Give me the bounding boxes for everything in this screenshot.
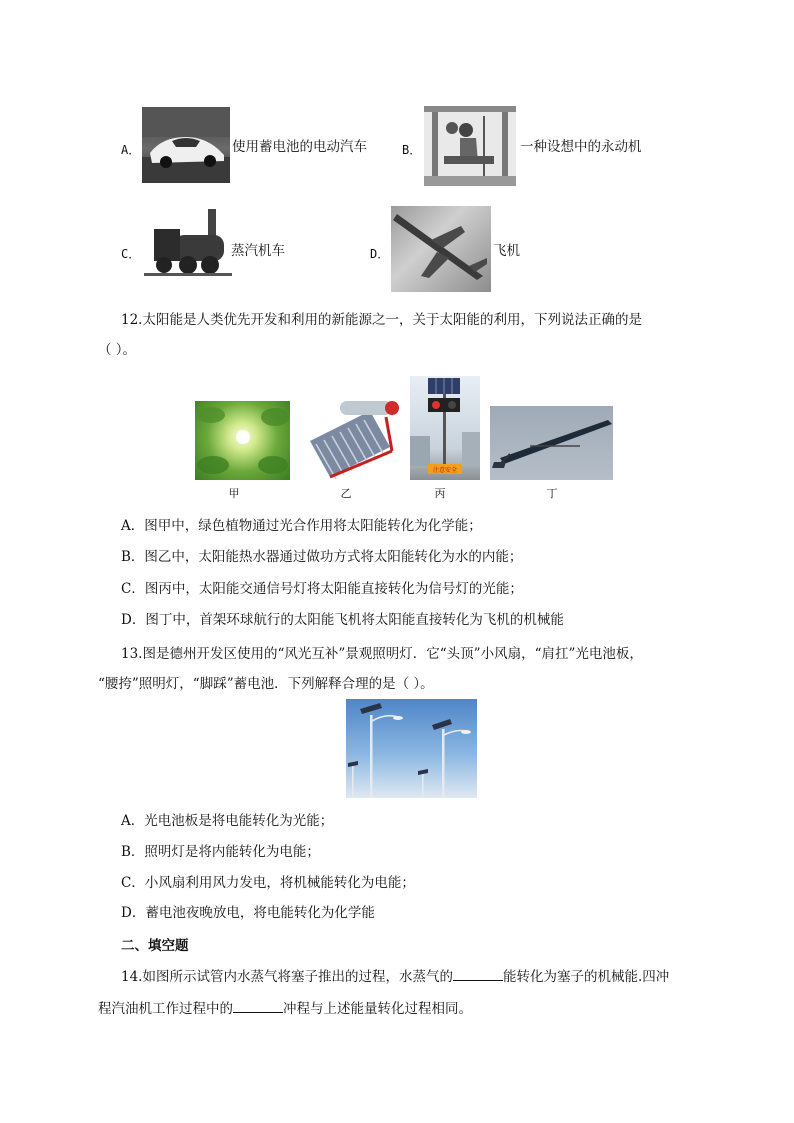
- airplane-image: [391, 206, 491, 292]
- caption-jia: 甲: [228, 487, 240, 500]
- option-letter-d: D．: [370, 247, 390, 261]
- electric-car-image: [142, 107, 230, 183]
- steam-locomotive-image: [144, 207, 232, 279]
- q14-part1: 14.如图所示试管内水蒸气将塞子推出的过程，水蒸气的: [121, 969, 453, 985]
- option-letter-b: B．: [402, 143, 422, 157]
- q13-option-c: C．小风扇利用风力发电，将机械能转化为电能；: [121, 875, 415, 891]
- green-plant-image: [195, 401, 290, 480]
- q14-part4: 冲程与上述能量转化过程相同。: [283, 1001, 472, 1017]
- solar-airplane-image: [490, 406, 613, 480]
- caption-yi: 乙: [340, 487, 352, 500]
- question-13-stem-line2: “腰挎”照明灯，“脚踩”蓄电池．下列解释合理的是（ ）。: [98, 676, 434, 692]
- option-text-c: 蒸汽机车: [231, 243, 285, 259]
- option-text-d: 飞机: [493, 243, 520, 259]
- caption-ding: 丁: [546, 487, 558, 500]
- question-12-stem-line1: 12.太阳能是人类优先开发和利用的新能源之一，关于太阳能的利用，下列说法正确的是: [121, 312, 642, 328]
- q12-option-a: A．图甲中，绿色植物通过光合作用将太阳能转化为化学能；: [121, 518, 482, 534]
- option-letter-a: A．: [121, 143, 141, 157]
- option-text-a: 使用蓄电池的电动汽车: [232, 139, 367, 155]
- q13-option-d: D．蓄电池夜晚放电，将电能转化为化学能: [121, 905, 375, 921]
- q13-option-a: A．光电池板是将电能转化为光能；: [121, 813, 334, 829]
- question-13-stem-line1: 13.图是德州开发区使用的“风光互补”景观照明灯．它“头顶”小风扇，“肩扛”光电池板，: [121, 646, 643, 662]
- question-12-stem-line2: （ ）。: [98, 342, 137, 358]
- q13-option-b: B．照明灯是将内能转化为电能；: [121, 844, 320, 860]
- question-14-line2: [98, 998, 472, 1018]
- q12-option-b: B．图乙中，太阳能热水器通过做功方式将太阳能转化为水的内能；: [121, 549, 523, 565]
- solar-traffic-light-image: [410, 376, 480, 480]
- q14-part3: 程汽油机工作过程中的: [98, 1001, 233, 1017]
- answer-blank-1[interactable]: [453, 966, 503, 981]
- caption-bing: 丙: [434, 487, 446, 500]
- answer-blank-2[interactable]: [233, 998, 283, 1013]
- option-text-b: 一种设想中的永动机: [520, 139, 642, 155]
- solar-water-heater-image: [300, 399, 400, 480]
- q12-option-c: C．图丙中，太阳能交通信号灯将太阳能直接转化为信号灯的光能；: [121, 581, 523, 597]
- wind-solar-streetlight-image: [346, 699, 477, 798]
- perpetual-motion-image: [424, 106, 516, 186]
- q14-part2: 能转化为塞子的机械能.四冲: [502, 969, 670, 985]
- section-heading: 二、填空题: [121, 938, 189, 954]
- q12-option-d: D．图丁中，首架环球航行的太阳能飞机将太阳能直接转化为飞机的机械能: [121, 612, 564, 628]
- warning-sign-text: 注意安全: [432, 467, 458, 474]
- question-14-line1: [121, 966, 669, 986]
- option-letter-c: C．: [121, 247, 141, 261]
